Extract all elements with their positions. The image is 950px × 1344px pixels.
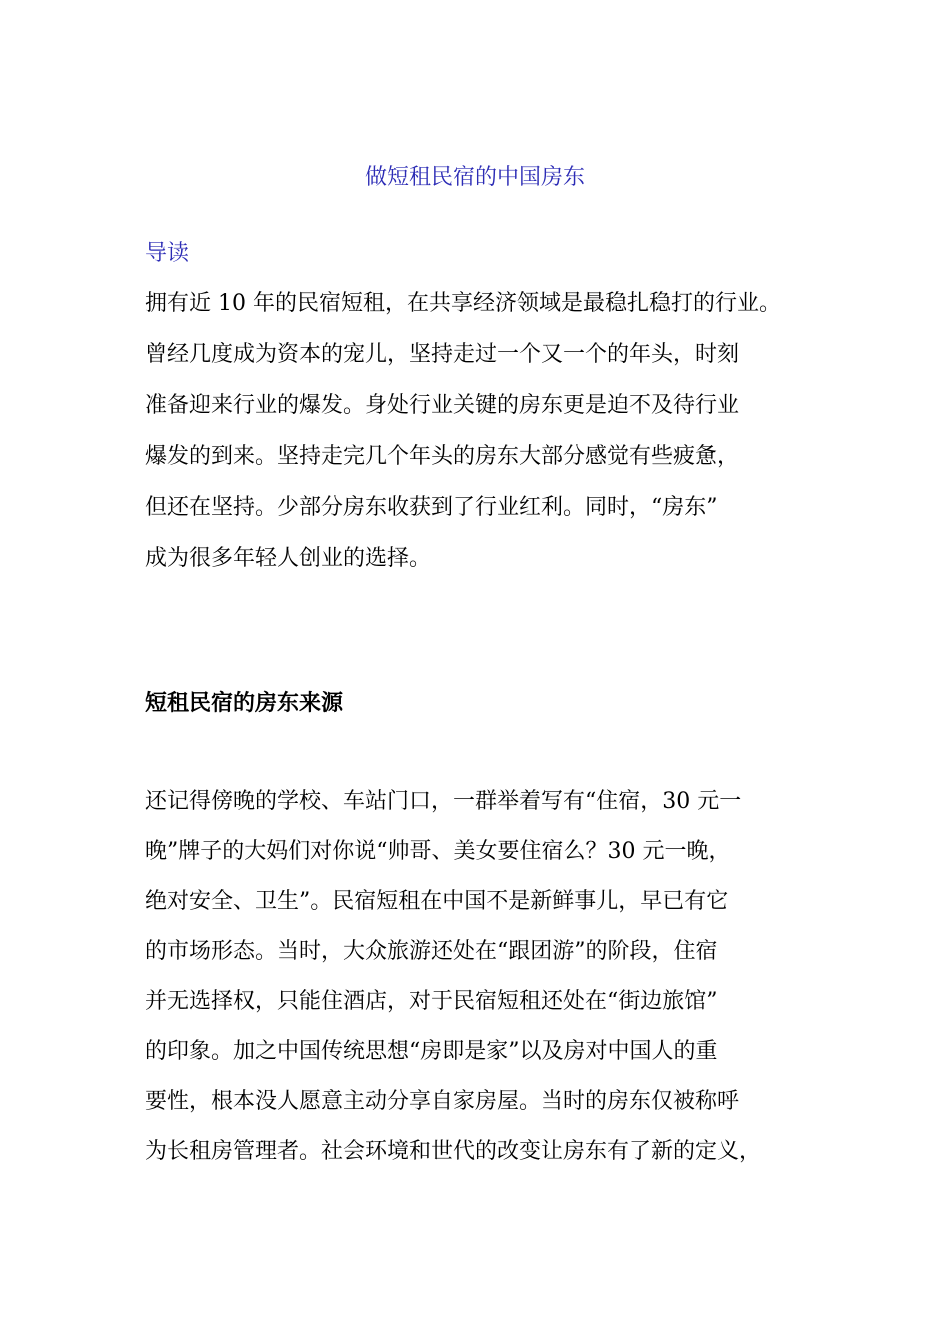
intro-line: 曾经几度成为资本的宠儿，坚持走过一个又一个的年头，时刻 bbox=[145, 342, 740, 367]
section-heading: 短租民宿的房东来源 bbox=[145, 691, 344, 716]
intro-paragraph bbox=[145, 288, 825, 594]
body-line: 的市场形态。当时，大众旅游还处在“跟团游”的阶段，住宿 bbox=[145, 939, 718, 964]
body-line: 的印象。加之中国传统思想“房即是家”以及房对中国人的重 bbox=[145, 1039, 718, 1064]
intro-line: 但还在坚持。少部分房东收获到了行业红利。同时，“房东” bbox=[145, 495, 718, 520]
body-line: 为长租房管理者。社会环境和世代的改变让房东有了新的定义， bbox=[145, 1139, 762, 1164]
intro-line: 成为很多年轻人创业的选择。 bbox=[145, 546, 432, 571]
body-line: 绝对安全、卫生”。民宿短租在中国不是新鲜事儿，早已有它 bbox=[145, 889, 729, 914]
body-paragraph bbox=[145, 786, 825, 1186]
body-line: 还记得傍晚的学校、车站门口，一群举着写有“住宿，30 元一 bbox=[145, 789, 742, 814]
intro-label: 导读 bbox=[145, 241, 190, 266]
document-title: 做短租民宿的中国房东 bbox=[364, 165, 585, 190]
intro-line: 准备迎来行业的爆发。身处行业关键的房东更是迫不及待行业 bbox=[145, 393, 740, 418]
body-line: 晚”牌子的大妈们对你说“帅哥、美女要住宿么？30 元一晚， bbox=[145, 839, 731, 864]
body-line: 要性，根本没人愿意主动分享自家房屋。当时的房东仅被称呼 bbox=[145, 1089, 740, 1114]
body-line: 并无选择权，只能住酒店，对于民宿短租还处在“街边旅馆” bbox=[145, 989, 718, 1014]
intro-line: 爆发的到来。坚持走完几个年头的房东大部分感觉有些疲惫， bbox=[145, 444, 740, 469]
intro-line: 拥有近 10 年的民宿短租，在共享经济领域是最稳扎稳打的行业。 bbox=[145, 291, 781, 316]
